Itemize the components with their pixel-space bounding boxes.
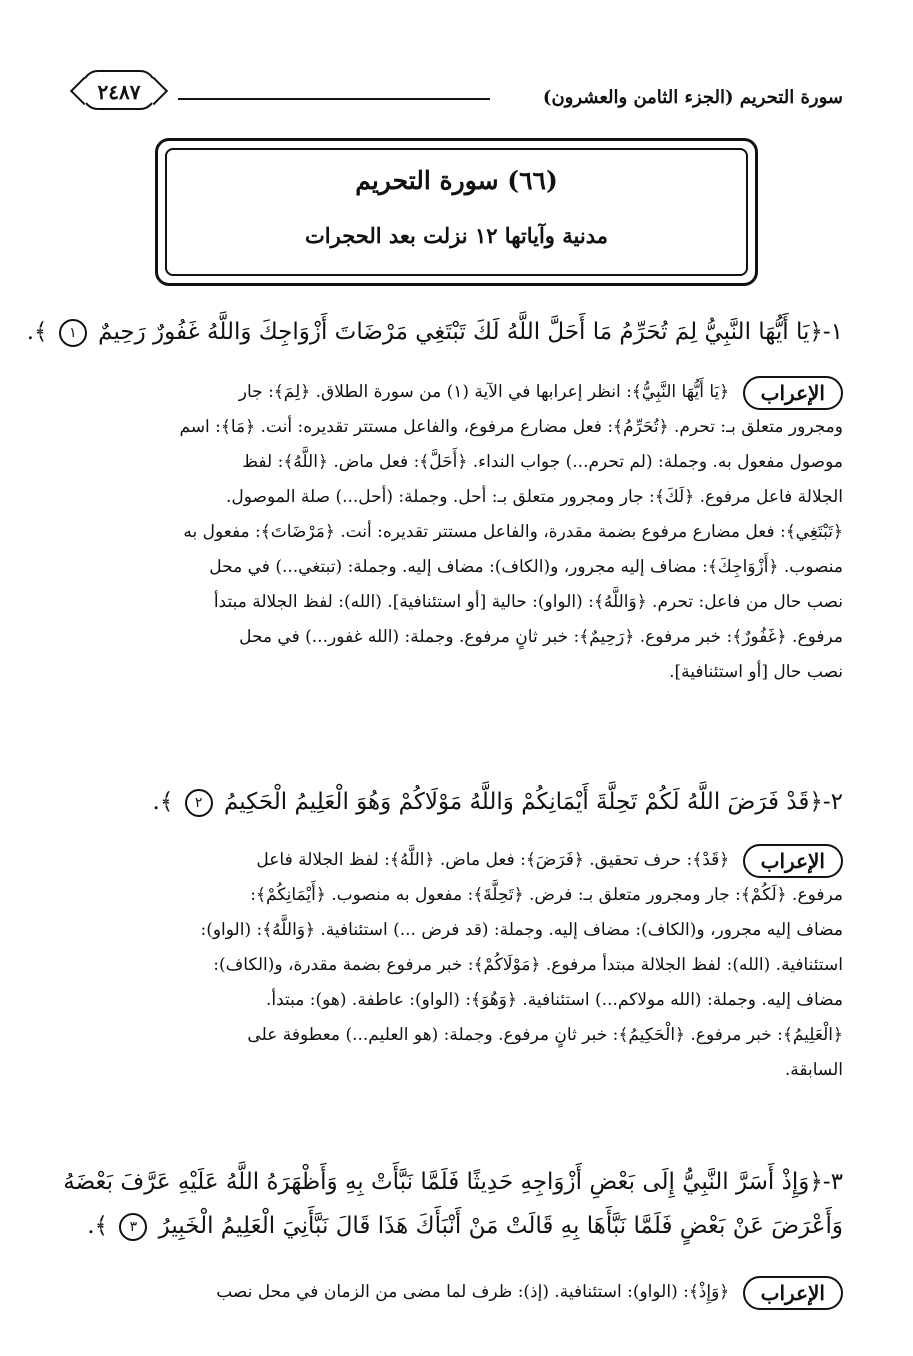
- analysis-line: ﴿تَبْتَغِي﴾: فعل مضارع مرفوع بضمة مقدرة، والفاعل مستتر تقديره: أنت. ﴿مَرْضَاتَ﴾: مفعول به: [183, 522, 843, 542]
- analysis-text: ﴿قَدْ﴾: حرف تحقيق. ﴿فَرَضَ﴾: فعل ماض. ﴿اللَّهُ﴾: لفظ الجلالة فاعل: [256, 850, 730, 870]
- analysis-text: ﴿يَا أَيُّهَا النَّبِيُّ﴾: انظر إعرابها في الآية (١) من سورة الطلاق. ﴿لِمَ﴾: جار: [238, 382, 730, 402]
- verse-line: ٣-﴿وَإِذْ أَسَرَّ النَّبِيُّ إِلَى بَعْضِ أَزْوَاجِهِ حَدِيثًا فَلَمَّا نَبَّأَتْ بِهِ وَأَظْهَرَهُ اللَّهُ عَلَيْهِ عَرَّفَ بَعْضَهُ: [63, 1169, 843, 1195]
- analysis-block-2: [76, 843, 843, 1088]
- analysis-line: [76, 375, 843, 410]
- analysis-line: مرفوع. ﴿غَفُورٌ﴾: خبر مرفوع. ﴿رَحِيمٌ﴾: خبر ثانٍ مرفوع. وجملة: (الله غفور...) في محل: [239, 627, 843, 647]
- analysis-line: مضاف إليه مجرور، و(الكاف): مضاف إليه. وجملة: (قد فرض ...) استئنافية. ﴿وَاللَّهُ﴾: (الواو):: [200, 920, 843, 940]
- verse-3: [63, 1160, 843, 1250]
- analysis-line: موصول مفعول به. وجملة: (لم تحرم...) جواب النداء. ﴿أَحَلَّ﴾: فعل ماض. ﴿اللَّهُ﴾: لفظ: [242, 452, 843, 472]
- irab-label-badge: الإعراب: [743, 1276, 843, 1310]
- closing-bracket: ﴾.: [26, 319, 48, 345]
- page-number: ٢٤٨٧: [82, 70, 156, 110]
- header-rule: [178, 98, 490, 100]
- verse-text: ١-﴿يَا أَيُّهَا النَّبِيُّ لِمَ تُحَرِّمُ مَا أَحَلَّ اللَّهُ لَكَ تَبْتَغِي مَرْضَاتَ أَزْوَاجِكَ وَاللَّهُ غَفُورٌ رَحِيمٌ: [98, 319, 843, 345]
- analysis-line: ومجرور متعلق بـ: تحرم. ﴿تُحَرِّمُ﴾: فعل مضارع مرفوع، والفاعل مستتر تقديره: أنت. ﴿مَا﴾: اسم: [179, 417, 843, 437]
- closing-bracket: ﴾.: [87, 1213, 109, 1239]
- analysis-line: ﴿الْعَلِيمُ﴾: خبر مرفوع. ﴿الْحَكِيمُ﴾: خبر ثانٍ مرفوع. وجملة: (هو العليم...) معطوفة على: [247, 1025, 843, 1045]
- closing-bracket: ﴾.: [152, 789, 174, 815]
- analysis-line: نصب حال [أو استئنافية].: [669, 662, 843, 682]
- irab-label-badge: الإعراب: [743, 844, 843, 878]
- verse-1: [26, 310, 843, 354]
- analysis-line: مرفوع. ﴿لَكُمْ﴾: جار ومجرور متعلق بـ: فرض. ﴿تَحِلَّةَ﴾: مفعول به منصوب. ﴿أَيْمَانِكُمْ﴾:: [250, 885, 843, 905]
- running-title: سورة التحريم (الجزء الثامن والعشرون): [542, 87, 843, 108]
- analysis-line: منصوب. ﴿أَزْوَاجِكَ﴾: مضاف إليه مجرور، و(الكاف): مضاف إليه. وجملة: (تبتغي...) في محل: [209, 557, 843, 577]
- surah-title: (٦٦) سورة التحريم: [355, 166, 558, 195]
- surah-title-frame: [155, 138, 758, 286]
- irab-label-badge: الإعراب: [743, 376, 843, 410]
- analysis-text: ﴿وَإِذْ﴾: (الواو): استئنافية. (إذ): ظرف لما مضى من الزمان في محل نصب: [216, 1282, 730, 1302]
- verse-text: ٢-﴿قَدْ فَرَضَ اللَّهُ لَكُمْ تَحِلَّةَ أَيْمَانِكُمْ وَاللَّهُ مَوْلَاكُمْ وَهُوَ الْعَلِيمُ الْحَكِيمُ: [223, 789, 843, 815]
- ayah-number-marker: ٢: [185, 789, 213, 817]
- surah-subtitle: مدنية وآياتها ١٢ نزلت بعد الحجرات: [305, 223, 608, 248]
- analysis-line: [76, 843, 843, 878]
- verse-line: [70, 1204, 843, 1248]
- analysis-line: استئنافية. (الله): لفظ الجلالة مبتدأ مرفوع. ﴿مَوْلَاكُمْ﴾: خبر مرفوع بضمة مقدرة، و(الكاف):: [213, 955, 843, 975]
- verse-text: وَأَعْرَضَ عَنْ بَعْضٍ فَلَمَّا نَبَّأَهَا بِهِ قَالَتْ مَنْ أَنْبَأَكَ هَذَا قَالَ نَبَّأَنِيَ الْعَلِيمُ الْخَبِيرُ: [158, 1213, 843, 1239]
- analysis-line: مضاف إليه. وجملة: (الله مولاكم...) استئنافية. ﴿وَهُوَ﴾: (الواو): عاطفة. (هو): مبتدأ.: [265, 990, 843, 1010]
- analysis-line: [76, 1275, 843, 1310]
- analysis-block-3: [76, 1275, 843, 1310]
- analysis-block-1: [76, 375, 843, 690]
- analysis-line: نصب حال من فاعل: تحرم. ﴿وَاللَّهُ﴾: (الواو): حالية [أو استئنافية]. (الله): لفظ الجلالة مبتدأ: [213, 592, 843, 612]
- analysis-line: السابقة.: [784, 1060, 843, 1080]
- ayah-number-marker: ٣: [119, 1213, 147, 1241]
- ayah-number-marker: ١: [59, 319, 87, 347]
- verse-2: [70, 780, 843, 824]
- analysis-line: الجلالة فاعل مرفوع. ﴿لَكَ﴾: جار ومجرور متعلق بـ: أحل. وجملة: (أحل...) صلة الموصول.: [225, 487, 843, 507]
